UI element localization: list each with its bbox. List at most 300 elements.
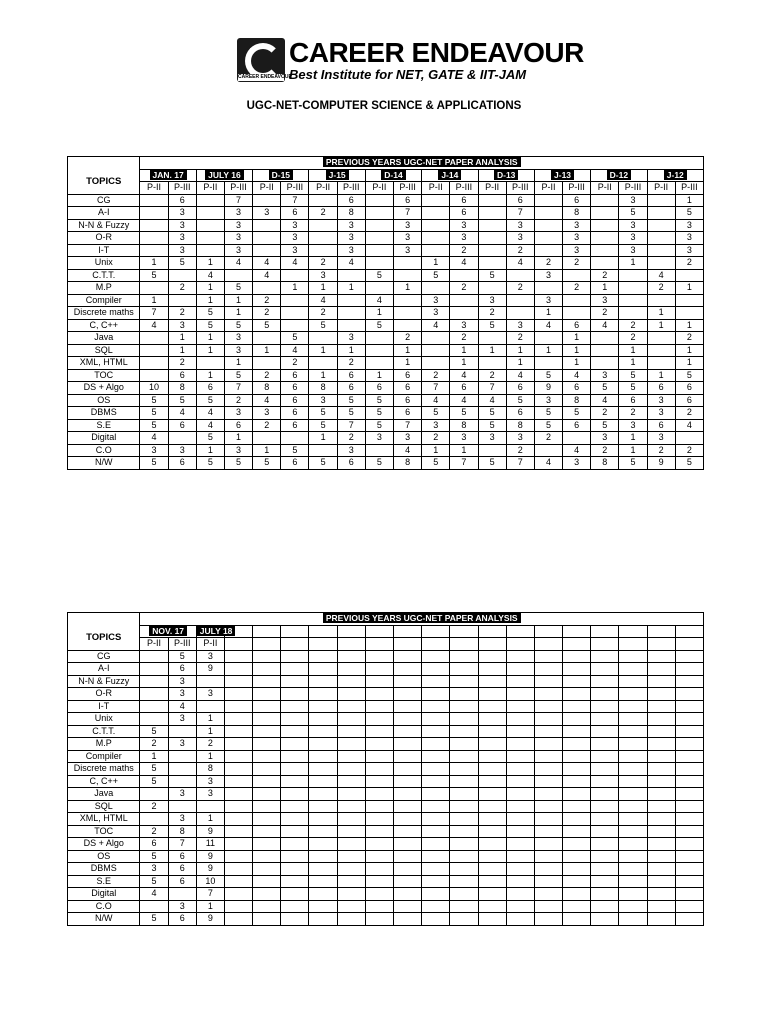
- data-cell: 3: [591, 432, 619, 445]
- data-cell: 7: [281, 194, 309, 207]
- empty-cell: [591, 725, 619, 738]
- data-cell: 5: [140, 269, 168, 282]
- data-cell: [647, 332, 675, 345]
- topic-name: CG: [68, 650, 140, 663]
- data-cell: 10: [196, 875, 224, 888]
- data-cell: 2: [168, 282, 196, 295]
- empty-cell: [253, 888, 281, 901]
- data-cell: 1: [647, 369, 675, 382]
- data-cell: [478, 257, 506, 270]
- data-cell: [422, 219, 450, 232]
- paper-subheader: P-III: [337, 182, 365, 195]
- empty-cell: [394, 725, 422, 738]
- data-cell: 6: [450, 382, 478, 395]
- data-cell: 2: [253, 307, 281, 320]
- empty-cell: [394, 863, 422, 876]
- data-cell: [647, 232, 675, 245]
- empty-cell: [224, 800, 252, 813]
- topic-name: O-R: [68, 232, 140, 245]
- empty-cell: [647, 900, 675, 913]
- data-cell: 1: [224, 357, 252, 370]
- data-cell: 5: [675, 369, 703, 382]
- data-cell: [619, 269, 647, 282]
- data-cell: 1: [196, 332, 224, 345]
- data-cell: 2: [281, 357, 309, 370]
- data-cell: [168, 269, 196, 282]
- empty-cell: [450, 638, 478, 651]
- data-cell: 7: [224, 382, 252, 395]
- data-cell: 1: [675, 194, 703, 207]
- data-cell: [478, 244, 506, 257]
- empty-cell: [478, 788, 506, 801]
- empty-cell: [591, 738, 619, 751]
- data-cell: 3: [224, 244, 252, 257]
- data-cell: [365, 244, 393, 257]
- empty-cell: [253, 675, 281, 688]
- data-cell: 1: [534, 307, 562, 320]
- topic-name: A-I: [68, 207, 140, 220]
- empty-cell: [224, 900, 252, 913]
- data-cell: 3: [506, 219, 534, 232]
- data-cell: [647, 257, 675, 270]
- empty-cell: [647, 725, 675, 738]
- empty-cell: [281, 900, 309, 913]
- data-cell: [253, 357, 281, 370]
- data-cell: 1: [619, 357, 647, 370]
- data-cell: [224, 269, 252, 282]
- data-cell: 5: [140, 763, 168, 776]
- data-cell: 1: [140, 750, 168, 763]
- data-cell: 5: [196, 307, 224, 320]
- period-label: JULY 18: [197, 626, 236, 636]
- data-cell: [253, 244, 281, 257]
- topic-name: N-N & Fuzzy: [68, 675, 140, 688]
- data-cell: 1: [365, 369, 393, 382]
- empty-cell: [619, 738, 647, 751]
- data-cell: 3: [450, 219, 478, 232]
- empty-cell: [450, 838, 478, 851]
- data-cell: 1: [450, 344, 478, 357]
- data-cell: 3: [563, 457, 591, 470]
- data-cell: 9: [534, 382, 562, 395]
- empty-cell: [281, 763, 309, 776]
- data-cell: 5: [281, 332, 309, 345]
- data-cell: 2: [337, 432, 365, 445]
- data-cell: 2: [591, 307, 619, 320]
- data-cell: 9: [196, 663, 224, 676]
- empty-cell: [422, 625, 450, 638]
- data-cell: 2: [309, 207, 337, 220]
- empty-cell: [337, 700, 365, 713]
- period-header: [422, 169, 478, 182]
- table-row: [68, 900, 704, 913]
- data-cell: 5: [253, 457, 281, 470]
- empty-cell: [534, 863, 562, 876]
- empty-cell: [422, 638, 450, 651]
- data-cell: [365, 282, 393, 295]
- data-cell: [647, 244, 675, 257]
- empty-cell: [253, 763, 281, 776]
- data-cell: 1: [619, 432, 647, 445]
- topic-name: OS: [68, 850, 140, 863]
- empty-cell: [253, 863, 281, 876]
- table-row: [68, 713, 704, 726]
- data-cell: 3: [394, 244, 422, 257]
- empty-cell: [534, 888, 562, 901]
- empty-cell: [647, 750, 675, 763]
- data-cell: 6: [563, 382, 591, 395]
- topic-name: XML, HTML: [68, 357, 140, 370]
- data-cell: 1: [563, 344, 591, 357]
- data-cell: 5: [196, 319, 224, 332]
- table-row: [68, 725, 704, 738]
- empty-cell: [563, 763, 591, 776]
- empty-cell: [478, 763, 506, 776]
- empty-cell: [647, 675, 675, 688]
- data-cell: 3: [647, 407, 675, 420]
- table-row: [68, 788, 704, 801]
- data-cell: 2: [140, 800, 168, 813]
- data-cell: 3: [140, 863, 168, 876]
- data-cell: [196, 357, 224, 370]
- empty-cell: [478, 725, 506, 738]
- data-cell: 1: [168, 344, 196, 357]
- empty-cell: [619, 800, 647, 813]
- empty-cell: [619, 825, 647, 838]
- data-cell: [675, 432, 703, 445]
- data-cell: [196, 800, 224, 813]
- empty-cell: [394, 675, 422, 688]
- brand-tagline: Best Institute for NET, GATE & IIT-JAM: [289, 67, 527, 82]
- table-row: [68, 444, 704, 457]
- empty-cell: [365, 750, 393, 763]
- data-cell: 6: [337, 457, 365, 470]
- empty-cell: [478, 888, 506, 901]
- data-cell: [140, 282, 168, 295]
- empty-cell: [619, 675, 647, 688]
- empty-cell: [224, 763, 252, 776]
- data-cell: 4: [394, 444, 422, 457]
- paper-subheader: P-III: [224, 182, 252, 195]
- data-cell: 3: [168, 444, 196, 457]
- topic-name: Digital: [68, 888, 140, 901]
- empty-cell: [450, 750, 478, 763]
- empty-cell: [337, 825, 365, 838]
- data-cell: [337, 319, 365, 332]
- empty-cell: [365, 638, 393, 651]
- empty-cell: [619, 875, 647, 888]
- empty-cell: [281, 875, 309, 888]
- table-row: [68, 382, 704, 395]
- data-cell: [365, 344, 393, 357]
- period-header: [534, 169, 590, 182]
- empty-cell: [647, 825, 675, 838]
- data-cell: 6: [647, 382, 675, 395]
- empty-cell: [478, 863, 506, 876]
- data-cell: 3: [534, 294, 562, 307]
- data-cell: 4: [168, 407, 196, 420]
- data-cell: 6: [394, 194, 422, 207]
- topic-name: Unix: [68, 257, 140, 270]
- empty-cell: [534, 800, 562, 813]
- empty-cell: [563, 750, 591, 763]
- data-cell: 3: [619, 419, 647, 432]
- empty-cell: [563, 663, 591, 676]
- period-label: D-13: [494, 170, 518, 180]
- data-cell: [309, 332, 337, 345]
- empty-cell: [534, 725, 562, 738]
- empty-cell: [365, 625, 393, 638]
- data-cell: 1: [309, 369, 337, 382]
- data-cell: 6: [168, 913, 196, 926]
- data-cell: 7: [224, 194, 252, 207]
- empty-cell: [253, 813, 281, 826]
- data-cell: [281, 294, 309, 307]
- data-cell: 1: [196, 725, 224, 738]
- topic-name: N-N & Fuzzy: [68, 219, 140, 232]
- data-cell: 8: [450, 419, 478, 432]
- topic-name: Compiler: [68, 750, 140, 763]
- data-cell: 3: [196, 650, 224, 663]
- empty-cell: [224, 875, 252, 888]
- empty-cell: [506, 825, 534, 838]
- data-cell: 7: [140, 307, 168, 320]
- empty-cell: [365, 688, 393, 701]
- table-row: [68, 813, 704, 826]
- data-cell: 7: [506, 207, 534, 220]
- empty-cell: [394, 750, 422, 763]
- table-row: [68, 825, 704, 838]
- data-cell: 6: [563, 194, 591, 207]
- data-cell: 6: [506, 382, 534, 395]
- empty-cell: [422, 913, 450, 926]
- data-cell: 5: [140, 725, 168, 738]
- empty-cell: [450, 888, 478, 901]
- data-cell: [140, 369, 168, 382]
- data-cell: [309, 444, 337, 457]
- topic-name: C.O: [68, 444, 140, 457]
- empty-cell: [675, 888, 703, 901]
- data-cell: 5: [619, 382, 647, 395]
- empty-cell: [309, 888, 337, 901]
- empty-cell: [422, 838, 450, 851]
- empty-cell: [506, 725, 534, 738]
- empty-cell: [675, 688, 703, 701]
- period-header: [196, 625, 233, 638]
- empty-cell: [309, 800, 337, 813]
- empty-cell: [647, 800, 675, 813]
- data-cell: 2: [675, 444, 703, 457]
- empty-cell: [478, 638, 506, 651]
- data-cell: 3: [337, 332, 365, 345]
- empty-cell: [506, 875, 534, 888]
- empty-cell: [394, 713, 422, 726]
- period-label: D-14: [381, 170, 405, 180]
- paper-subheader: P-III: [563, 182, 591, 195]
- data-cell: 6: [168, 457, 196, 470]
- data-cell: [534, 232, 562, 245]
- empty-cell: [591, 875, 619, 888]
- empty-cell: [675, 788, 703, 801]
- data-cell: 5: [478, 457, 506, 470]
- empty-cell: [506, 813, 534, 826]
- empty-cell: [591, 813, 619, 826]
- empty-cell: [591, 775, 619, 788]
- data-cell: [619, 282, 647, 295]
- data-cell: 3: [196, 788, 224, 801]
- data-cell: 2: [224, 394, 252, 407]
- data-cell: [365, 232, 393, 245]
- data-cell: 8: [394, 457, 422, 470]
- empty-cell: [591, 888, 619, 901]
- empty-cell: [394, 788, 422, 801]
- data-cell: 2: [563, 257, 591, 270]
- data-cell: 2: [675, 407, 703, 420]
- empty-cell: [309, 775, 337, 788]
- data-cell: [140, 332, 168, 345]
- empty-cell: [563, 788, 591, 801]
- data-cell: 1: [140, 294, 168, 307]
- data-cell: [506, 294, 534, 307]
- data-cell: 4: [647, 269, 675, 282]
- data-cell: 5: [365, 319, 393, 332]
- data-cell: 2: [506, 244, 534, 257]
- empty-cell: [619, 788, 647, 801]
- table-row: [68, 419, 704, 432]
- data-cell: 1: [196, 282, 224, 295]
- table-corner: [68, 613, 140, 626]
- data-cell: 4: [450, 257, 478, 270]
- empty-cell: [450, 725, 478, 738]
- data-cell: 1: [422, 444, 450, 457]
- empty-cell: [647, 700, 675, 713]
- empty-cell: [647, 850, 675, 863]
- data-cell: 3: [168, 713, 196, 726]
- empty-cell: [450, 700, 478, 713]
- data-cell: 5: [619, 457, 647, 470]
- empty-cell: [478, 650, 506, 663]
- data-cell: 6: [168, 419, 196, 432]
- empty-cell: [591, 675, 619, 688]
- empty-cell: [619, 763, 647, 776]
- empty-cell: [281, 738, 309, 751]
- empty-cell: [394, 800, 422, 813]
- data-cell: 5: [563, 407, 591, 420]
- paper-subheader: P-III: [281, 182, 309, 195]
- data-cell: 2: [422, 369, 450, 382]
- data-cell: 4: [591, 394, 619, 407]
- empty-cell: [534, 763, 562, 776]
- empty-cell: [281, 663, 309, 676]
- data-cell: [309, 357, 337, 370]
- data-cell: 7: [450, 457, 478, 470]
- data-cell: 5: [224, 369, 252, 382]
- data-cell: 7: [394, 419, 422, 432]
- empty-cell: [534, 813, 562, 826]
- empty-cell: [422, 700, 450, 713]
- empty-cell: [563, 625, 591, 638]
- data-cell: [647, 219, 675, 232]
- data-cell: 2: [591, 269, 619, 282]
- data-cell: 2: [647, 444, 675, 457]
- data-cell: [253, 432, 281, 445]
- empty-cell: [619, 725, 647, 738]
- data-cell: [337, 269, 365, 282]
- empty-cell: [647, 688, 675, 701]
- data-cell: 2: [168, 307, 196, 320]
- topic-name: A-I: [68, 663, 140, 676]
- empty-cell: [563, 825, 591, 838]
- data-cell: 2: [675, 257, 703, 270]
- empty-cell: [563, 888, 591, 901]
- empty-cell: [450, 663, 478, 676]
- data-cell: [337, 307, 365, 320]
- empty-cell: [394, 838, 422, 851]
- data-cell: 5: [309, 419, 337, 432]
- empty-cell: [365, 813, 393, 826]
- data-cell: 9: [196, 913, 224, 926]
- data-cell: 6: [168, 863, 196, 876]
- data-cell: [253, 232, 281, 245]
- empty-cell: [309, 900, 337, 913]
- empty-cell: [675, 713, 703, 726]
- empty-cell: [450, 850, 478, 863]
- period-label: J-13: [551, 170, 574, 180]
- data-cell: 5: [534, 419, 562, 432]
- data-cell: 6: [563, 319, 591, 332]
- empty-cell: [450, 713, 478, 726]
- empty-cell: [534, 625, 562, 638]
- period-label: JULY 16: [205, 170, 244, 180]
- data-cell: 3: [619, 219, 647, 232]
- paper-subheader: P-III: [506, 182, 534, 195]
- empty-cell: [224, 700, 252, 713]
- topic-name: S.E: [68, 875, 140, 888]
- data-cell: 5: [478, 419, 506, 432]
- empty-cell: [591, 713, 619, 726]
- data-cell: 3: [168, 900, 196, 913]
- data-cell: [140, 219, 168, 232]
- empty-cell: [675, 850, 703, 863]
- data-cell: 5: [168, 650, 196, 663]
- empty-cell: [534, 825, 562, 838]
- topic-name: DS + Algo: [68, 382, 140, 395]
- table-row: [68, 863, 704, 876]
- data-cell: 1: [450, 444, 478, 457]
- data-cell: [422, 207, 450, 220]
- empty-cell: [506, 650, 534, 663]
- empty-cell: [534, 900, 562, 913]
- data-cell: 1: [196, 713, 224, 726]
- table-row: [68, 332, 704, 345]
- empty-cell: [619, 863, 647, 876]
- paper-subheader: P-II: [478, 182, 506, 195]
- data-cell: 3: [394, 432, 422, 445]
- empty-cell: [422, 688, 450, 701]
- empty-cell: [563, 913, 591, 926]
- empty-cell: [591, 650, 619, 663]
- empty-cell: [619, 750, 647, 763]
- data-cell: [591, 219, 619, 232]
- data-cell: 1: [253, 444, 281, 457]
- data-cell: [309, 194, 337, 207]
- data-cell: [196, 219, 224, 232]
- data-cell: 7: [394, 207, 422, 220]
- empty-cell: [337, 713, 365, 726]
- data-cell: [365, 257, 393, 270]
- empty-cell: [422, 850, 450, 863]
- data-cell: [168, 432, 196, 445]
